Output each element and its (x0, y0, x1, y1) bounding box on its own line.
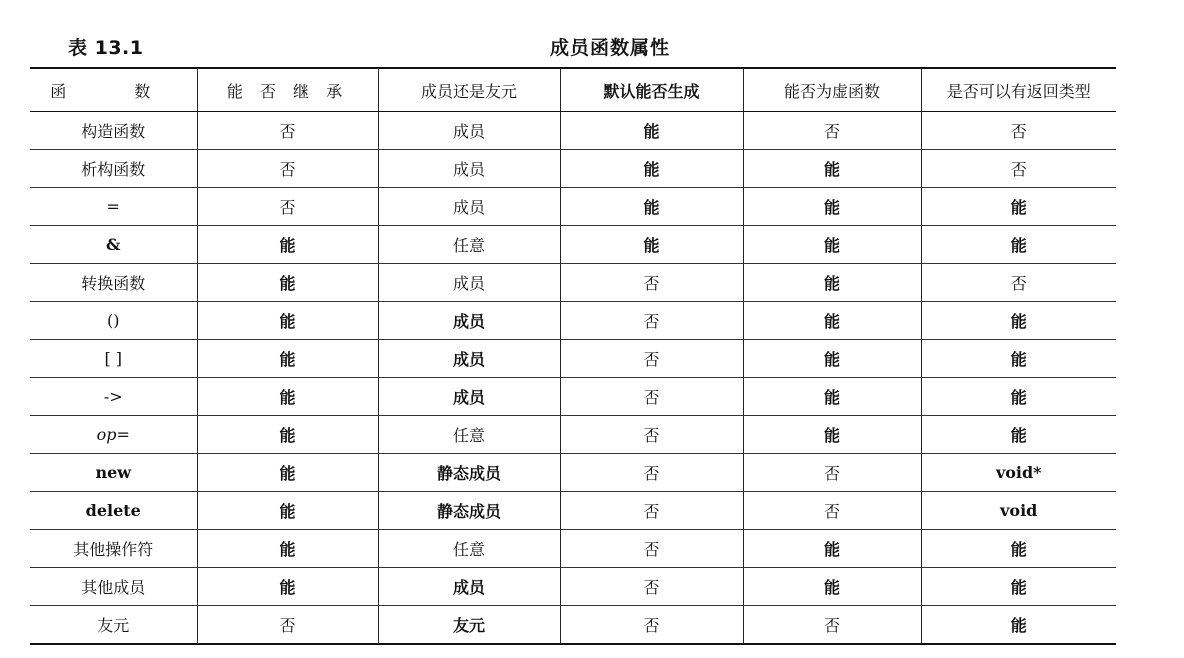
cell-default-generated: 否 (560, 340, 743, 378)
header-inheritable: 能 否 继 承 (197, 68, 378, 112)
cell-function: () (30, 302, 197, 340)
cell-can-be-virtual: 能 (743, 378, 921, 416)
cell-inheritable: 否 (197, 606, 378, 645)
cell-member-or-friend: 任意 (378, 416, 560, 454)
cell-member-or-friend: 友元 (378, 606, 560, 645)
cell-default-generated: 否 (560, 568, 743, 606)
cell-can-be-virtual: 能 (743, 340, 921, 378)
cell-member-or-friend: 任意 (378, 226, 560, 264)
table-title: 成员函数属性 (549, 37, 670, 59)
cell-function: op= (30, 416, 197, 454)
header-can-be-virtual: 能否为虚函数 (743, 68, 921, 112)
cell-function: 析构函数 (30, 150, 197, 188)
cell-can-be-virtual: 能 (743, 302, 921, 340)
cell-return-type: 能 (921, 378, 1116, 416)
cell-can-be-virtual: 否 (743, 606, 921, 645)
cell-default-generated: 否 (560, 530, 743, 568)
cell-default-generated: 能 (560, 150, 743, 188)
cell-function: 转换函数 (30, 264, 197, 302)
cell-function: 构造函数 (30, 112, 197, 150)
cell-member-or-friend: 成员 (378, 340, 560, 378)
cell-can-be-virtual: 能 (743, 416, 921, 454)
cell-default-generated: 能 (560, 188, 743, 226)
cell-inheritable: 能 (197, 302, 378, 340)
cell-member-or-friend: 成员 (378, 188, 560, 226)
cell-return-type: 能 (921, 606, 1116, 645)
cell-return-type: 否 (921, 112, 1116, 150)
table-row (30, 302, 1116, 340)
cell-return-type: 能 (921, 416, 1116, 454)
cell-function: [ ] (30, 340, 197, 378)
cell-return-type: 能 (921, 226, 1116, 264)
cell-default-generated: 否 (560, 378, 743, 416)
cell-inheritable: 能 (197, 416, 378, 454)
cell-function: = (30, 188, 197, 226)
cell-member-or-friend: 静态成员 (378, 454, 560, 492)
table-row (30, 340, 1116, 378)
member-function-table (30, 67, 1116, 645)
cell-inheritable: 否 (197, 188, 378, 226)
table-row (30, 112, 1116, 150)
cell-can-be-virtual: 能 (743, 188, 921, 226)
cell-can-be-virtual: 否 (743, 492, 921, 530)
table-row (30, 378, 1116, 416)
cell-return-type: 能 (921, 568, 1116, 606)
cell-inheritable: 能 (197, 226, 378, 264)
cell-inheritable: 能 (197, 530, 378, 568)
cell-inheritable: 能 (197, 568, 378, 606)
table-row (30, 226, 1116, 264)
cell-inheritable: 能 (197, 454, 378, 492)
header-function: 函 数 (30, 68, 197, 112)
cell-can-be-virtual: 能 (743, 568, 921, 606)
table-body (30, 112, 1116, 645)
table-row (30, 492, 1116, 530)
cell-member-or-friend: 成员 (378, 378, 560, 416)
header-return-type: 是否可以有返回类型 (921, 68, 1116, 112)
cell-default-generated: 否 (560, 454, 743, 492)
cell-inheritable: 否 (197, 112, 378, 150)
cell-return-type: 能 (921, 530, 1116, 568)
cell-member-or-friend: 成员 (378, 302, 560, 340)
table-row (30, 454, 1116, 492)
table-row (30, 264, 1116, 302)
cell-default-generated: 能 (560, 112, 743, 150)
cell-function: 其他操作符 (30, 530, 197, 568)
cell-function: 友元 (97, 616, 130, 635)
header-member-or-friend: 成员还是友元 (378, 68, 560, 112)
cell-can-be-virtual: 能 (743, 150, 921, 188)
cell-member-or-friend: 静态成员 (378, 492, 560, 530)
cell-inheritable: 否 (197, 150, 378, 188)
cell-inheritable: 能 (197, 378, 378, 416)
cell-can-be-virtual: 能 (743, 530, 921, 568)
cell-member-or-friend: 任意 (378, 530, 560, 568)
table-row (30, 188, 1116, 226)
cell-default-generated: 能 (560, 226, 743, 264)
cell-function: & (30, 226, 197, 264)
cell-can-be-virtual: 否 (743, 112, 921, 150)
cell-default-generated: 否 (560, 264, 743, 302)
cell-can-be-virtual: 能 (743, 226, 921, 264)
cell-default-generated: 否 (560, 302, 743, 340)
cell-function: delete (30, 492, 197, 530)
cell-member-or-friend: 成员 (378, 568, 560, 606)
cell-return-type: 否 (921, 150, 1116, 188)
cell-return-type: 否 (921, 264, 1116, 302)
table-number: 表 13.1 (68, 37, 144, 59)
cell-inheritable: 能 (197, 492, 378, 530)
cell-can-be-virtual: 能 (743, 264, 921, 302)
cell-default-generated: 否 (560, 606, 743, 645)
table-row (30, 606, 1116, 645)
cell-return-type: void* (921, 454, 1116, 492)
table-row (30, 530, 1116, 568)
header-default-generated: 默认能否生成 (560, 68, 743, 112)
cell-return-type: 能 (921, 340, 1116, 378)
cell-function: new (30, 454, 197, 492)
cell-member-or-friend: 成员 (378, 112, 560, 150)
table-row (30, 150, 1116, 188)
table-row (30, 568, 1116, 606)
cell-function: -> (30, 378, 197, 416)
cell-inheritable: 能 (197, 340, 378, 378)
header-row (30, 68, 1116, 112)
table-row (30, 416, 1116, 454)
cell-default-generated: 否 (560, 416, 743, 454)
cell-inheritable: 能 (197, 264, 378, 302)
cell-return-type: 能 (921, 302, 1116, 340)
cell-return-type: void (921, 492, 1116, 530)
cell-return-type: 能 (921, 188, 1116, 226)
cell-member-or-friend: 成员 (378, 264, 560, 302)
attributes-table (30, 67, 1116, 645)
cell-member-or-friend: 成员 (378, 150, 560, 188)
cell-default-generated: 否 (560, 492, 743, 530)
cell-can-be-virtual: 否 (743, 454, 921, 492)
cell-function: 其他成员 (30, 568, 197, 606)
